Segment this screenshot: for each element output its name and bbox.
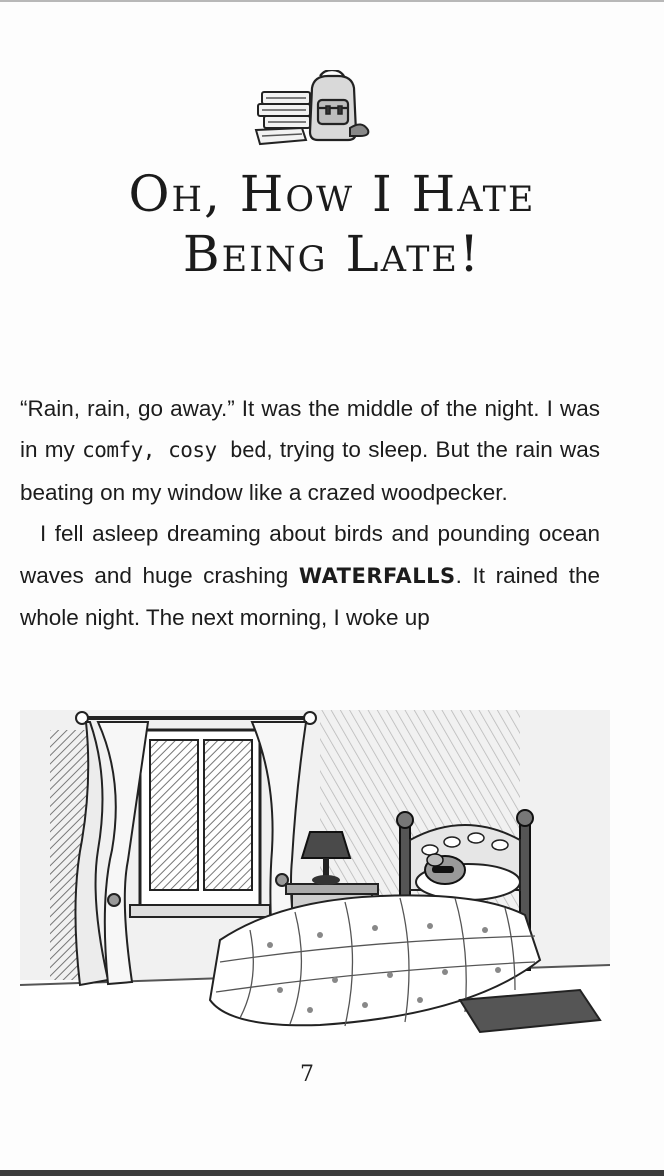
paragraph [20, 388, 600, 513]
page-top-edge [0, 0, 664, 2]
text-run: “Rain, rain, go away.” It was the middle of the night. I was in my [20, 396, 600, 463]
backpack-and-books-icon [252, 70, 372, 155]
emphasis-typewriter: comfy, cosy bed [82, 438, 267, 463]
chapter-title-line-1: Oh, How I Hate [128, 165, 536, 223]
page-bottom-edge [0, 1170, 664, 1176]
page-number: 7 [300, 1062, 314, 1087]
paragraph [20, 513, 600, 638]
text-run: . It rained the whole night. The next morning, I woke up [20, 562, 600, 631]
bedroom-scene-illustration [20, 700, 610, 1040]
text-run: I fell asleep dreaming about birds and pounding ocean waves and huge crashing [20, 521, 600, 588]
emphasis-bold: WATERFALLS [298, 563, 456, 588]
chapter-title-line-2: Being Late! [182, 225, 482, 283]
text-run: , trying to sleep. But the rain was beating on my window like a crazed woodpecker. [20, 437, 601, 505]
body-text [20, 388, 600, 638]
